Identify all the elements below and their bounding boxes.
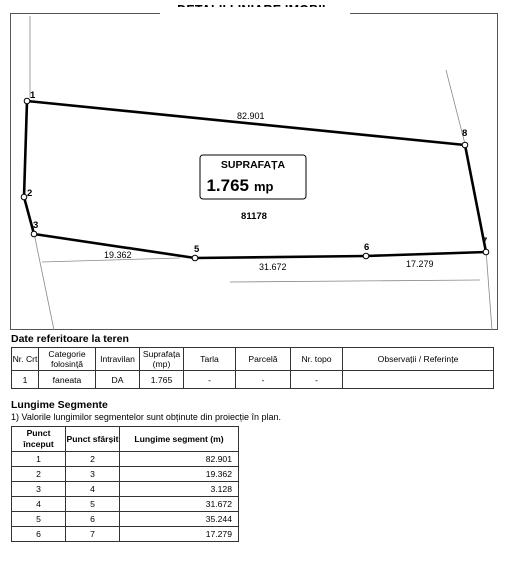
cell: 3.128 <box>120 482 239 497</box>
table-row <box>12 512 239 527</box>
cell: 5 <box>66 497 120 512</box>
table-row <box>12 452 239 467</box>
cell: 82.901 <box>120 452 239 467</box>
header-punct-inceput: Punct început <box>12 427 66 452</box>
cell: 1.765 <box>140 371 184 389</box>
cell: DA <box>96 371 140 389</box>
ref-table <box>11 347 494 389</box>
cell: 17.279 <box>120 527 239 542</box>
vertex-label-3: 3 <box>33 220 39 231</box>
segment-length-1-8: 82.901 <box>237 111 265 121</box>
header-observatii: Observații / Referințe <box>343 348 494 371</box>
seg-note: 1) Valorile lungimilor segmentelor sunt obținute din proiecție în plan. <box>11 412 281 422</box>
cell: 19.362 <box>120 467 239 482</box>
vertex-label-6: 6 <box>364 242 370 253</box>
ref-table-header <box>12 348 494 371</box>
header-intravilan: Intravilan <box>96 348 140 371</box>
vertex-label-2: 2 <box>27 188 33 199</box>
cell: 31.672 <box>120 497 239 512</box>
cell: - <box>236 371 291 389</box>
cell: 2 <box>12 467 66 482</box>
cell: 3 <box>12 482 66 497</box>
header-punct-sfarsit: Punct sfârșit <box>66 427 120 452</box>
header-tarla: Tarla <box>184 348 236 371</box>
cell: 1 <box>12 452 66 467</box>
header-parcela: Parcelă <box>236 348 291 371</box>
cell: 5 <box>12 512 66 527</box>
segment-length-5-6: 31.672 <box>259 262 287 272</box>
cell: 6 <box>12 527 66 542</box>
segment-table <box>11 426 239 542</box>
area-value: 1.765 <box>206 176 249 195</box>
vertex-label-5: 5 <box>194 244 200 255</box>
table-row <box>12 527 239 542</box>
table-row <box>12 497 239 512</box>
segment-table-header <box>12 427 239 452</box>
header-suprafata: Suprafața (mp) <box>140 348 184 371</box>
cell: 1 <box>12 371 39 389</box>
vertex-label-8: 8 <box>462 128 468 139</box>
cell: 35.244 <box>120 512 239 527</box>
cell <box>343 371 494 389</box>
header-nr-crt: Nr. Crt <box>12 348 39 371</box>
vertex-label-7: 7 <box>482 236 488 247</box>
cell: - <box>184 371 236 389</box>
table-row <box>12 482 239 497</box>
title-mask <box>160 7 350 21</box>
cell: 4 <box>66 482 120 497</box>
vertex-label-1: 1 <box>30 90 36 101</box>
header-categorie: Categorie folosință <box>39 348 96 371</box>
segment-length-6-7: 17.279 <box>406 259 434 269</box>
table-row <box>12 467 239 482</box>
ref-section-title: Date referitoare la teren <box>11 333 129 345</box>
cell: 7 <box>66 527 120 542</box>
cell: 4 <box>12 497 66 512</box>
cell: 3 <box>66 467 120 482</box>
area-unit: mp <box>254 179 274 194</box>
table-row <box>12 371 494 389</box>
area-label: SUPRAFAȚA <box>220 159 286 171</box>
segment-length-3-5: 19.362 <box>104 250 132 260</box>
header-lungime: Lungime segment (m) <box>120 427 239 452</box>
cell: - <box>291 371 343 389</box>
seg-section-title: Lungime Segmente <box>11 399 108 411</box>
header-nr-topo: Nr. topo <box>291 348 343 371</box>
cell: 6 <box>66 512 120 527</box>
cell: faneata <box>39 371 96 389</box>
cell: 2 <box>66 452 120 467</box>
cadastral-number: 81178 <box>241 211 267 222</box>
